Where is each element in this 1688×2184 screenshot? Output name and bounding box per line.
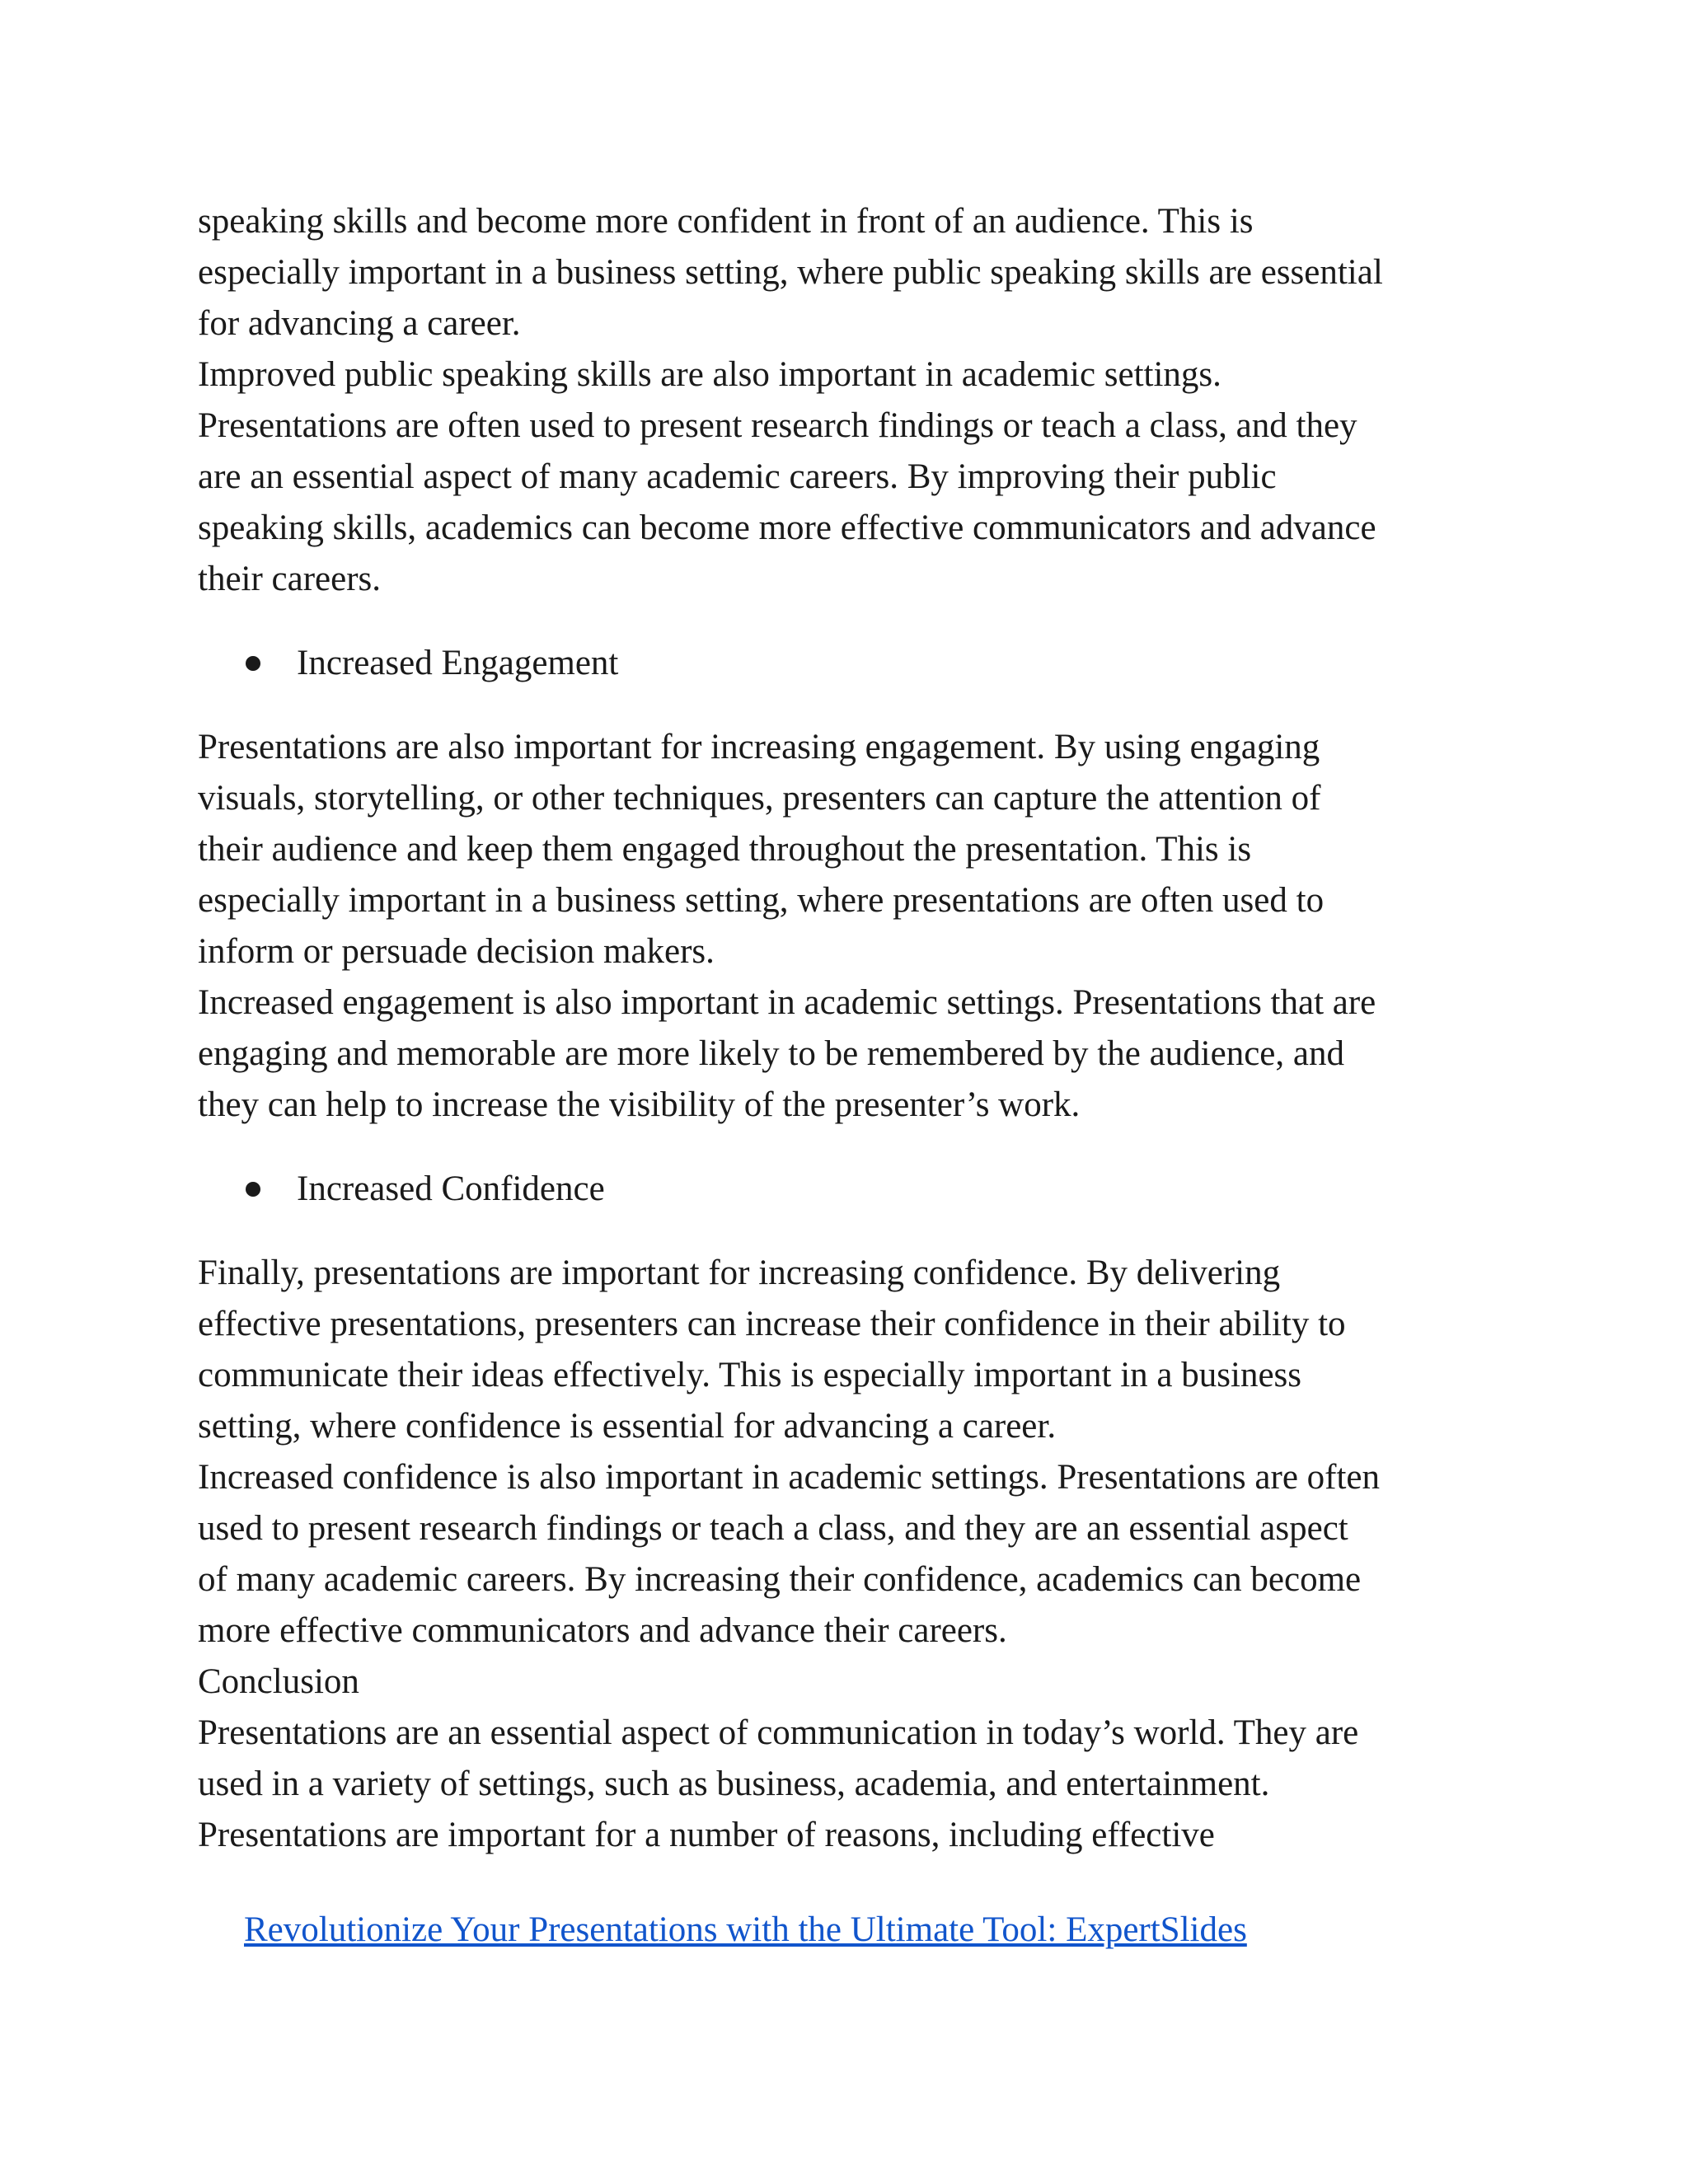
text-line: for advancing a career. <box>198 304 521 343</box>
text-line: speaking skills and become more confident in front of an audience. This is <box>198 202 1254 241</box>
text-line: are an essential aspect of many academic careers. By improving their public <box>198 457 1277 496</box>
text-line: visuals, storytelling, or other techniques, presenters can capture the attention of <box>198 779 1321 818</box>
bullet-icon <box>246 656 260 671</box>
text-line: Presentations are an essential aspect of communication in today’s world. They are <box>198 1713 1359 1752</box>
text-line: especially important in a business setting, where public speaking skills are essential <box>198 253 1383 292</box>
text-line: communicate their ideas effectively. This is especially important in a business <box>198 1356 1302 1394</box>
text-line: Presentations are important for a number of reasons, including effective <box>198 1816 1215 1854</box>
text-line: Presentations are also important for increasing engagement. By using engaging <box>198 728 1320 766</box>
text-line: used to present research findings or teach a class, and they are an essential aspect <box>198 1509 1348 1548</box>
bullet-heading: Increased Confidence <box>297 1169 605 1208</box>
text-line: Finally, presentations are important for increasing confidence. By delivering <box>198 1254 1281 1292</box>
text-line: inform or persuade decision makers. <box>198 932 715 971</box>
bullet-item-engagement <box>198 638 1517 689</box>
text-line: speaking skills, academics can become more effective communicators and advance <box>198 509 1376 547</box>
text-line: used in a variety of settings, such as business, academia, and entertainment. <box>198 1765 1270 1803</box>
text-line: Presentations are often used to present research findings or teach a class, and they <box>198 406 1357 445</box>
text-line: more effective communicators and advance their careers. <box>198 1611 1007 1650</box>
expertslides-link[interactable]: Revolutionize Your Presentations with the Ultimate Tool: ExpertSlides <box>244 1910 1247 1949</box>
text-line: especially important in a business setting, where presentations are often used to <box>198 881 1325 920</box>
text-line: setting, where confidence is essential for advancing a career. <box>198 1407 1057 1446</box>
document-body <box>198 196 1517 1861</box>
text-line: Improved public speaking skills are also important in academic settings. <box>198 355 1221 394</box>
intro-paragraph <box>198 196 1517 605</box>
bullet-heading: Increased Engagement <box>297 644 619 682</box>
text-line: they can help to increase the visibility of the presenter’s work. <box>198 1085 1081 1124</box>
text-line: their audience and keep them engaged throughout the presentation. This is <box>198 830 1252 869</box>
text-line: Increased engagement is also important in academic settings. Presentations that are <box>198 983 1376 1022</box>
engagement-paragraph <box>198 722 1517 1131</box>
text-line: their careers. <box>198 560 382 598</box>
confidence-paragraph <box>198 1248 1517 1861</box>
section-heading-conclusion: Conclusion <box>198 1662 359 1701</box>
text-line: engaging and memorable are more likely to be remembered by the audience, and <box>198 1034 1344 1073</box>
text-line: effective presentations, presenters can increase their confidence in their ability to <box>198 1305 1346 1343</box>
bullet-item-confidence <box>198 1164 1517 1215</box>
bullet-icon <box>246 1182 260 1197</box>
text-line: Increased confidence is also important in academic settings. Presentations are often <box>198 1458 1381 1497</box>
text-line: of many academic careers. By increasing their confidence, academics can become <box>198 1560 1362 1599</box>
